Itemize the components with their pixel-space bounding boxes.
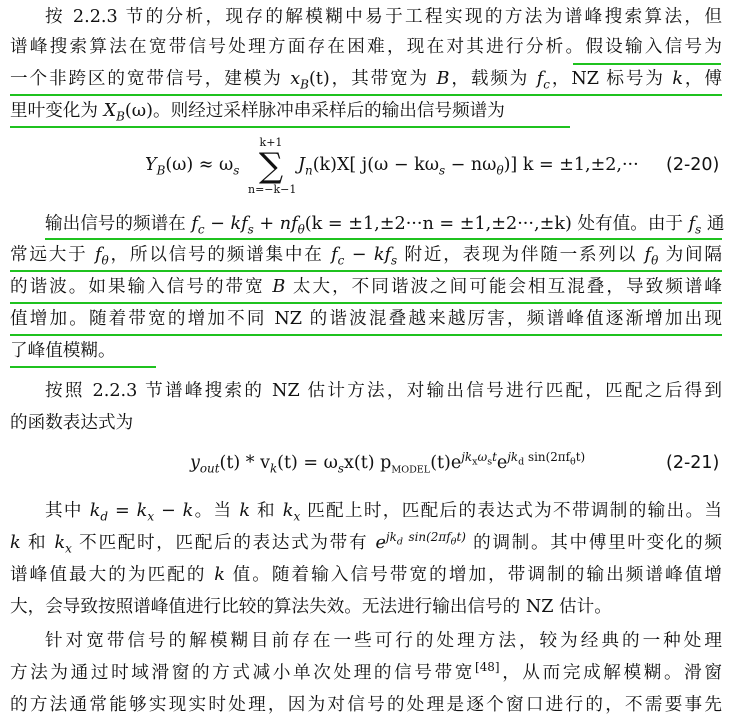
citation: [48] — [475, 660, 500, 675]
text-run: 假设输入信号为 — [585, 37, 722, 57]
paragraph-line — [10, 34, 722, 60]
symbol-kx: $k_x$ — [54, 533, 72, 556]
text-run: ，载频为 — [449, 69, 537, 89]
inline-kd-eq: $k_d = k_x - k$ — [89, 501, 194, 524]
text-run: 大，会导致按照谱峰值进行比较的算法失效。无法进行输出信号的 NZ 估计。 — [10, 597, 612, 617]
text-run: 的谐波。如果输入信号的带宽 — [10, 277, 273, 297]
paragraph-line — [10, 338, 722, 364]
inline-fc-kfs: $f_c - kf_s$ — [331, 245, 398, 268]
text-run: ，NZ 标号为 — [549, 69, 673, 89]
text-run: 方法为通过时域滑窗的方式减小单次处理的信号带宽 — [10, 663, 476, 683]
text-run: 针对宽带信号的解模糊目前存在一些可行的处理方法，较为经典的一种处理 — [45, 631, 722, 651]
text-run: 附近，表现为伴随一系列以 — [397, 245, 645, 265]
paragraph-line — [10, 594, 722, 620]
text-run: ，从而完成解模糊。滑窗 — [499, 663, 722, 683]
paragraph-line — [10, 211, 725, 237]
text-run: 和 — [250, 501, 283, 521]
symbol-xb: $x_B$ — [290, 69, 309, 92]
text-run: ，其带宽为 — [329, 69, 437, 89]
equation-2-21: $y_{out}(t) * v_k(t) = \omega_sx(t)$ $p_{MODEL}(t)e^{jk_x\omega_st}e^{jk_d sin(2\pi f_\theta t)}$ — [190, 450, 586, 476]
symbol-arg: (ω) — [124, 101, 153, 121]
paragraph-line — [10, 274, 722, 300]
highlight-underline — [10, 94, 722, 96]
text-run: 谱峰搜索算法在宽带信号处理方面存在困难，现在对其进行分析。 — [10, 37, 586, 57]
text-run: 里叶变化为 — [10, 101, 104, 121]
equation-2-20-rhs: $J_n(k)X$[ $j(\omega - k\omega_s - n\omega_\theta)$] k = ±1,±2,··· — [298, 155, 639, 178]
text-run: 的方法通常能够实现实时处理，因为对信号的处理是逐个窗口进行的，不需要事先 — [10, 695, 722, 715]
paragraph-line — [10, 692, 722, 718]
text-run: 的函数表达式为 — [10, 413, 134, 433]
text-run: 处有值。由于 — [571, 214, 689, 234]
text-run: 。则经过采样脉冲串采样后的输出信号频谱为 — [152, 101, 505, 121]
paragraph-line — [10, 410, 722, 436]
equation-number: (2-20) — [666, 155, 720, 175]
highlight-underline — [10, 126, 570, 128]
equation-2-20-lhs: $Y_B(\omega) \approx \omega_s$ — [145, 155, 240, 178]
text-run: 了峰值模糊。 — [10, 341, 116, 361]
text-run: 为间隔 — [658, 245, 723, 265]
paragraph-line — [10, 4, 722, 30]
text-run: 的调制。其中傅里叶变化的频 — [465, 533, 722, 553]
highlight-underline — [10, 334, 722, 336]
highlight-underline — [10, 302, 722, 304]
symbol-b: B — [272, 277, 286, 297]
text-run: 按 2.2.3 节的分析，现存的解模糊中易于工程实现的方法为谱峰搜索算法，但 — [45, 7, 722, 27]
equation-number: (2-21) — [666, 453, 720, 473]
text-run: ，所以信号的频谱集中在 — [108, 245, 332, 265]
paragraph-line — [10, 98, 722, 124]
text-run: 其中 — [45, 501, 90, 521]
text-run: 值。随着输入信号带宽的增加，带调制的输出频谱峰值增 — [224, 565, 722, 585]
symbol-ftheta: $f_\theta$ — [94, 245, 109, 268]
text-run: 输出信号的频谱在 — [45, 214, 192, 234]
paragraph-line — [10, 498, 722, 524]
paragraph-line — [10, 66, 722, 92]
text-run: 和 — [20, 533, 55, 553]
symbol-fs: $f_s$ — [688, 214, 702, 237]
inline-exp: $e^{jk_d sin(2\pi f_\theta t)}$ — [375, 530, 466, 553]
symbol-arg: (t) — [308, 69, 330, 89]
paragraph-line — [10, 242, 722, 268]
symbol-fc: $f_c$ — [536, 69, 550, 92]
symbol-XB: $X_B$ — [103, 101, 125, 124]
text-run: 按照 2.2.3 节谱峰搜索的 NZ 估计方法，对输出信号进行匹配，匹配之后得到 — [45, 381, 722, 401]
sum-symbol: ∑ — [258, 146, 284, 186]
text-run: ，傅 — [683, 69, 722, 89]
highlight-underline — [573, 63, 721, 65]
paragraph-line — [10, 530, 722, 556]
paragraph-line — [10, 660, 722, 686]
symbol-kx: $k_x$ — [282, 501, 301, 524]
symbol-ftheta: $f_\theta$ — [644, 245, 659, 268]
text-run: 太大，不同谐波之间可能会相互混叠，导致频谱峰 — [285, 277, 722, 297]
paragraph-line — [10, 378, 722, 404]
text-run: 谱峰值最大的为匹配的 — [10, 565, 215, 585]
text-run: 匹配上时，匹配后的表达式为不带调制的输出。当 — [300, 501, 722, 521]
summation — [248, 136, 297, 196]
symbol-k: k — [239, 501, 251, 521]
highlight-underline — [10, 366, 156, 368]
sum-upper-limit: k+1 — [259, 136, 283, 149]
text-run: 常远大于 — [10, 245, 95, 265]
text-run: 。当 — [193, 501, 240, 521]
paragraph-line — [10, 562, 722, 588]
symbol-b: B — [436, 69, 450, 89]
symbol-k: k — [214, 565, 225, 585]
sum-lower-limit: n=−k−1 — [248, 183, 297, 196]
text-run: 一个非跨区的宽带信号，建模为 — [10, 69, 291, 89]
text-run: 不匹配时，匹配后的表达式为带有 — [71, 533, 376, 553]
highlight-underline — [10, 270, 722, 272]
text-run: 值增加。随着带宽的增加不同 NZ 的谐波混叠越来越厉害，频谱峰值逐渐增加出现 — [10, 309, 722, 329]
symbol-k: k — [10, 533, 21, 553]
inline-condition-range: (k = ±1,±2···n = ±1,±2···,±k) — [304, 214, 572, 234]
inline-condition: $f_c - kf_s + nf_\theta$ — [191, 214, 305, 237]
symbol-k: k — [672, 69, 684, 89]
paragraph-line — [10, 306, 722, 332]
text-run: 通 — [701, 214, 725, 234]
highlight-underline — [45, 238, 722, 240]
paragraph-line — [10, 628, 722, 654]
